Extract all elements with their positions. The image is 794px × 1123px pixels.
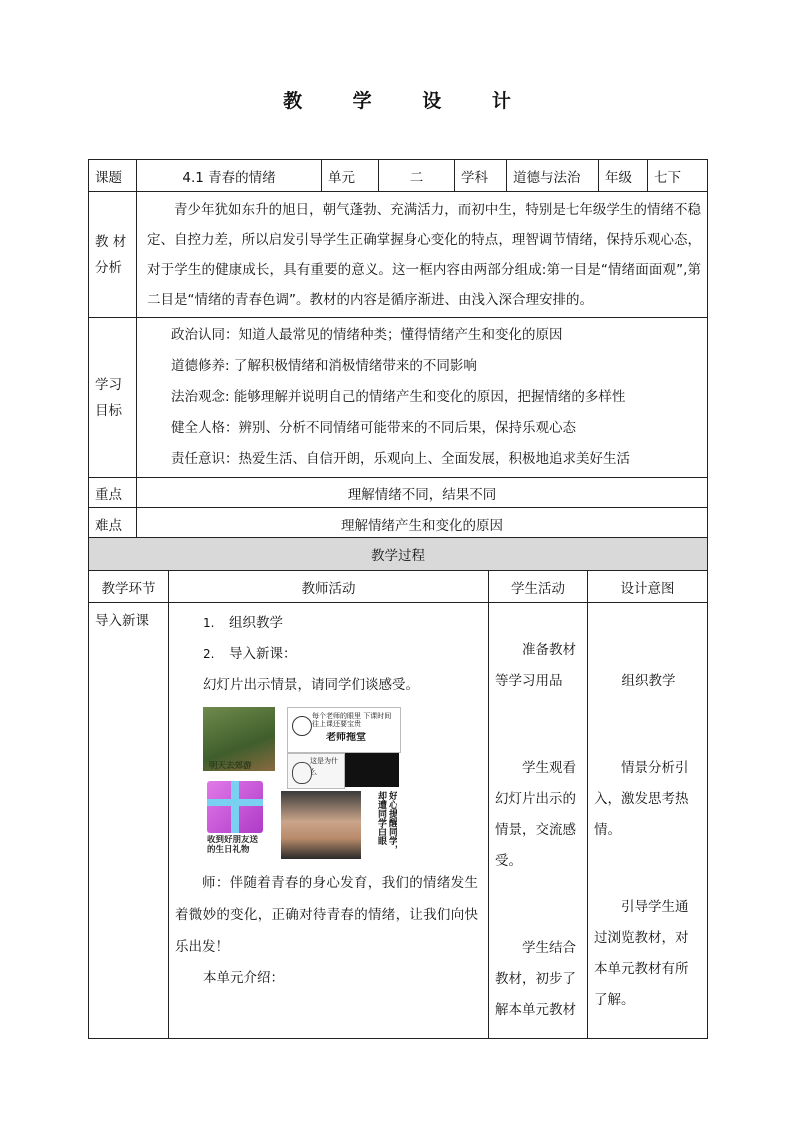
intent-line: 了解。 — [594, 992, 635, 1008]
goal-item: 政治认同：知道人最常见的情绪种类；懂得情绪产生和变化的原因 — [171, 327, 563, 343]
analysis-text: 青少年犹如东升的旭日，朝气蓬勃、充满活力，而初中生，特别是七年级学生的情绪不稳定、自控力差，所以启发引导学生正确掌握身心变化的特点，理智调节情绪，保持乐观心态，对于学生的健康成长，具有重要的意义。这一框内容由两部分组成:第一目是“情绪面面观”,第二目是“情绪的青春色调”。教材的内容是循序渐进、由浅入深合理安排的。 — [137, 192, 708, 318]
student-line: 情景，交流感 — [495, 822, 576, 838]
teacher-item-1: 1. 组织教学 — [203, 615, 283, 631]
info-table — [88, 159, 708, 540]
col-teacher-header: 教师活动 — [169, 571, 489, 603]
meme-face-icon — [292, 716, 312, 736]
goal-item: 健全人格：辨别、分析不同情绪可能带来的不同后果，保持乐观心态 — [171, 420, 576, 436]
goals-row — [89, 318, 708, 478]
subject-label: 学科 — [455, 160, 507, 192]
unit-value: 二 — [379, 160, 455, 192]
goal-item: 道德修养: 了解积极情绪和消极情绪带来的不同影响 — [171, 358, 477, 374]
intent-line: 引导学生通 — [621, 899, 689, 915]
difficult-point-label: 难点 — [89, 508, 137, 540]
slide-collage-image — [203, 707, 399, 859]
teacher-line-3: 幻灯片出示情景，请同学们谈感受。 — [203, 677, 419, 693]
intent-line: 组织教学 — [621, 673, 676, 689]
teacher-item-2: 2. 导入新课： — [203, 646, 297, 662]
outing-caption: 明天去郊游 — [209, 761, 252, 771]
intent-line: 本单元教材有所 — [594, 961, 689, 977]
key-point-label: 重点 — [89, 478, 137, 508]
difficult-point-text: 理解情绪产生和变化的原因 — [137, 508, 708, 540]
student-line: 教材，初步了 — [495, 971, 576, 987]
goals-label-line1: 学习 — [95, 376, 122, 393]
header-row — [89, 160, 708, 192]
goal-item: 责任意识：热爱生活、自信开朗，乐观向上、全面发展，积极地追求美好生活 — [171, 451, 630, 467]
process-header-row — [89, 571, 708, 603]
meme-face-icon — [292, 762, 312, 784]
process-row — [89, 603, 708, 1039]
student-line: 学生观看 — [522, 760, 576, 776]
stage-cell: 导入新课 — [89, 603, 169, 1039]
student-line: 等学习用品 — [495, 673, 563, 689]
col-intent-header: 设计意图 — [588, 571, 708, 603]
process-title: 教学过程 — [89, 538, 708, 571]
gift-caption: 收到好朋友送 的生日礼物 — [207, 835, 259, 855]
student-line: 学生结合 — [522, 940, 576, 956]
student-line: 准备教材 — [522, 642, 576, 658]
teacher-paragraph: 师：伴随着青春的身心发育，我们的情绪发生着微妙的变化，正确对待青春的情绪，让我们向快乐出发！ — [175, 875, 478, 955]
student-line: 受。 — [495, 853, 522, 869]
intent-line: 入，激发思考热 — [594, 791, 689, 807]
unit-intro: 本单元介绍： — [203, 970, 284, 986]
student-photo — [281, 791, 361, 859]
goals-label — [89, 318, 137, 478]
student-line: 幻灯片出示的 — [495, 791, 576, 807]
analysis-label-line2: 分析 — [95, 259, 122, 276]
grade-value: 七下 — [648, 160, 708, 192]
meme-dark-panel — [345, 753, 399, 787]
intent-line: 情。 — [594, 822, 621, 838]
goals-label-line2: 目标 — [95, 402, 122, 419]
col-stage-header: 教学环节 — [89, 571, 169, 603]
intent-line: 情景分析引 — [621, 760, 689, 776]
process-table — [88, 537, 708, 1039]
teacher-activity — [169, 603, 489, 1039]
photo-caption: 好心提醒同学，却遭同学白眼 — [376, 791, 397, 854]
meme-face-panel: 这是为什么 — [287, 753, 345, 789]
key-point-text: 理解情绪不同，结果不同 — [137, 478, 708, 508]
student-activity — [489, 603, 588, 1039]
difficult-point-row — [89, 508, 708, 540]
key-point-row — [89, 478, 708, 508]
goals-list — [137, 318, 708, 478]
intent-line: 过浏览教材，对 — [594, 930, 689, 946]
analysis-row — [89, 192, 708, 318]
analysis-label — [89, 192, 137, 318]
goal-item: 法治观念: 能够理解并说明自己的情绪产生和变化的原因，把握情绪的多样性 — [171, 389, 626, 405]
meme-panel: 每个老师的眼里 下课时间往上课还要宝贵 老师拖堂 — [287, 707, 401, 753]
document-title: 教 学 设 计 — [283, 90, 533, 112]
analysis-label-line1: 教 材 — [95, 233, 127, 250]
grade-label: 年级 — [599, 160, 648, 192]
subject-value: 道德与法治 — [507, 160, 599, 192]
topic-label: 课题 — [89, 160, 137, 192]
student-line: 解本单元教材 — [495, 1002, 576, 1018]
design-intent — [588, 603, 708, 1039]
process-title-row — [89, 538, 708, 571]
gift-box-icon — [207, 781, 263, 833]
unit-label: 单元 — [322, 160, 379, 192]
topic-value: 4.1 青春的情绪 — [137, 160, 322, 192]
col-student-header: 学生活动 — [489, 571, 588, 603]
